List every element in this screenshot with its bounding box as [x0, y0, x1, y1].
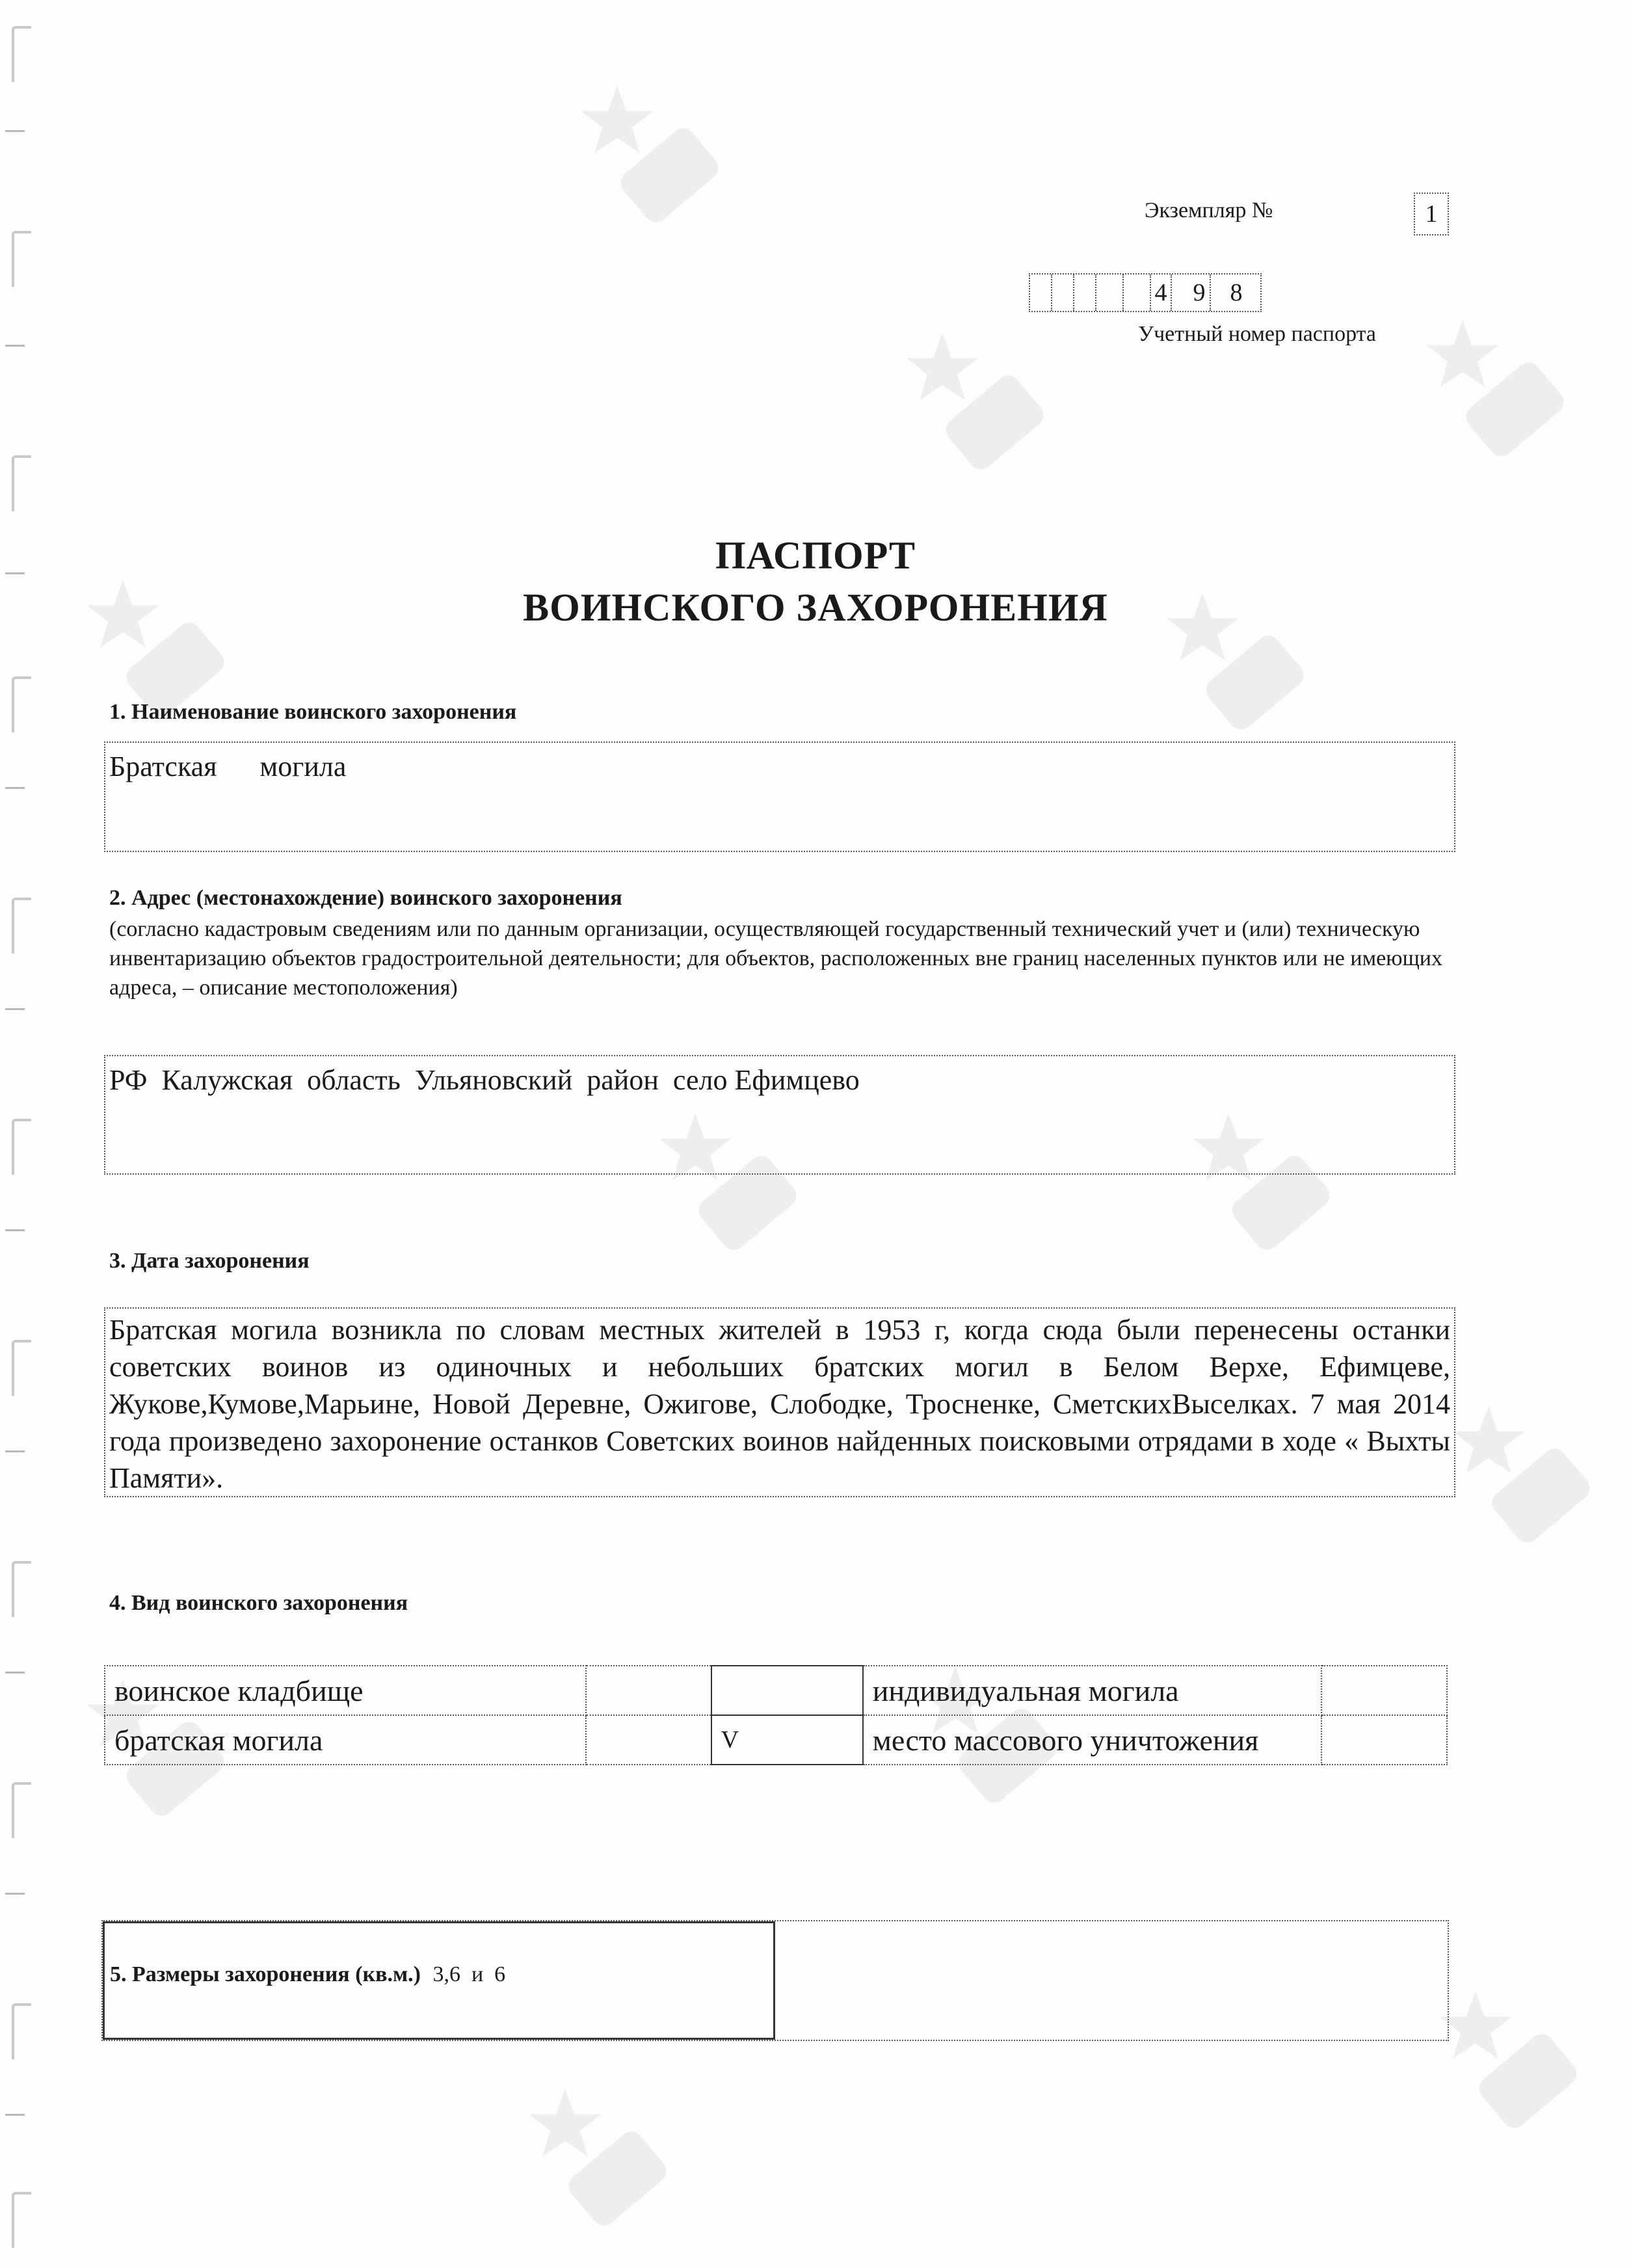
section3-field [104, 1307, 1455, 1497]
watermark-logo [572, 78, 722, 228]
burial-type-mark [1321, 1715, 1447, 1765]
binder-hole [12, 455, 31, 511]
page-title-line2: ВОИНСКОГО ЗАХОРОНЕНИЯ [523, 586, 1108, 629]
watermark-logo [1444, 1398, 1593, 1548]
section2-value: РФ Калужская область Ульяновский район село Ефимцево [109, 1064, 860, 1096]
watermark-logo [1431, 1984, 1580, 2133]
passport-digit [1030, 274, 1052, 311]
passport-digit [1074, 274, 1096, 311]
binder-hole [12, 2192, 31, 2248]
section1-heading: 1. Наименование воинского захоронения [109, 700, 517, 724]
burial-type-label: место массового уничтожения [863, 1715, 1322, 1765]
binder-hole [12, 1119, 31, 1175]
section3-value: Братская могила возникла по словам местных жителей в 1953 г, когда сюда были перенесены останки советских воинов из одиночных и небольших братских могил в Белом Верхе, Ефимцеве, Жукове,Кумове,Марьине, Новой Деревне, Ожигове, Слободке, Тросненке, СметскихВыселках. 7 мая 2014 года произведено захоронение останков Советских воинов найденных поисковыми отрядами в ходе « Выхты Памяти». [109, 1314, 1450, 1494]
binder-tick [5, 2114, 25, 2116]
passport-number-box [1029, 273, 1262, 312]
section2-note: (согласно кадастровым сведениям или по данным организации, осуществляющей государственный технический учет и (или) техническую инвентаризацию объектов градостроительной деятельности; для объектов, расположенных вне границ населенных пунктов или не имеющих адреса, – описание местоположения) [109, 917, 1442, 1000]
passport-number-label: Учетный номер паспорта [1138, 322, 1376, 346]
binder-tick [5, 787, 25, 789]
section5-heading: 5. Размеры захоронения (кв.м.) [110, 1962, 421, 1986]
burial-type-mark: V [711, 1715, 863, 1765]
burial-type-mark [586, 1666, 711, 1715]
binder-tick [5, 1450, 25, 1452]
binder-hole [12, 231, 31, 287]
section2-heading: 2. Адрес (местонахождение) воинского захоронения [109, 886, 622, 910]
burial-type-mark [1321, 1666, 1447, 1715]
section1-field [104, 741, 1455, 852]
binder-tick [5, 1893, 25, 1895]
binder-tick [5, 1672, 25, 1674]
watermark-logo [520, 2081, 670, 2231]
section1-value: Братская могила [109, 751, 347, 782]
passport-digit: 8 [1230, 279, 1243, 306]
binder-tick [5, 130, 25, 132]
section5-value: 3,6 и 6 [432, 1962, 506, 1986]
section4-heading: 4. Вид воинского захоронения [109, 1591, 408, 1615]
burial-type-mark [711, 1666, 863, 1715]
burial-type-mark [586, 1715, 711, 1765]
binder-tick [5, 1008, 25, 1010]
watermark-logo [897, 325, 1047, 475]
binder-hole [12, 1561, 31, 1617]
binder-hole [12, 2003, 31, 2059]
copy-label: Экземпляр № [1145, 198, 1273, 222]
binder-hole [12, 1782, 31, 1838]
passport-digit: 9 [1189, 274, 1211, 311]
page-title-line1: ПАСПОРТ [715, 534, 916, 577]
burial-type-table [104, 1665, 1448, 1765]
binder-tick [5, 345, 25, 347]
watermark-logo [1418, 312, 1567, 462]
binder-hole [12, 898, 31, 954]
binder-tick [5, 1229, 25, 1231]
burial-type-label: индивидуальная могила [863, 1666, 1322, 1715]
section5-field [101, 1920, 1449, 2041]
passport-digit [1052, 274, 1074, 311]
table-row [105, 1666, 1447, 1715]
passport-digit: 4 [1150, 274, 1172, 311]
binder-hole [12, 676, 31, 732]
copy-number-box: 1 [1414, 193, 1449, 235]
burial-type-label: братская могила [105, 1715, 586, 1765]
section5-line [110, 1962, 505, 1987]
section3-heading: 3. Дата захоронения [109, 1249, 310, 1273]
binder-hole [12, 1340, 31, 1396]
burial-type-label: воинское кладбище [105, 1666, 586, 1715]
binder-hole [12, 26, 31, 82]
passport-digit [1096, 274, 1124, 311]
section2-field [104, 1055, 1455, 1175]
section5-size-cell [103, 1921, 775, 2040]
table-row [105, 1715, 1447, 1765]
